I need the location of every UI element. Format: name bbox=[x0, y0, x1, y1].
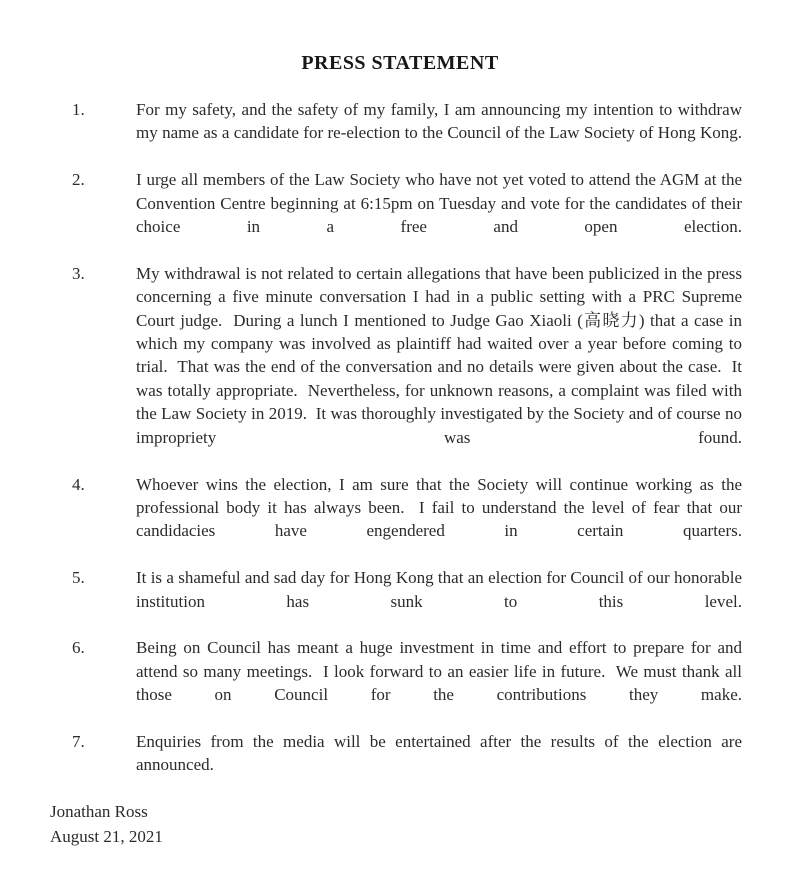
list-item bbox=[0, 473, 800, 567]
signature-date: August 21, 2021 bbox=[50, 827, 163, 846]
page-title: PRESS STATEMENT bbox=[301, 52, 499, 74]
list-item-text: I urge all members of the Law Society who have not yet voted to attend the AGM at the Convention Centre beginning at 6:15pm on Tuesday and vote for the candidates of their choice in a free and open election. bbox=[136, 170, 747, 237]
list-item-text: Whoever wins the election, I am sure that the Society will continue working as the professional body it has always been. I fail to understand the level of fear that our candidacies have engendered in certain quarters. bbox=[136, 474, 747, 541]
list-item-text: It is a shameful and sad day for Hong Kong that an election for Council of our honorable institution has sunk to this level. bbox=[136, 568, 747, 611]
signature-name: Jonathan Ross bbox=[50, 802, 148, 821]
list-item bbox=[0, 98, 800, 168]
list-item bbox=[0, 566, 800, 636]
list-item-text: Enquiries from the media will be entertained after the results of the election are announced. bbox=[136, 731, 747, 775]
list-item-text: Being on Council has meant a huge investment in time and effort to prepare for and attend so many meetings. I look forward to an easier life in future. We must thank all those on Council for the contributions they make. bbox=[136, 638, 747, 705]
list-item bbox=[0, 168, 800, 262]
list-item-number: 7. bbox=[72, 731, 85, 751]
list-item bbox=[0, 262, 800, 473]
list-item-number: 4. bbox=[72, 474, 85, 494]
list-item-number: 2. bbox=[72, 170, 85, 190]
list-item-number: 5. bbox=[72, 568, 85, 588]
list-item-text: For my safety, and the safety of my family, I am announcing my intention to withdraw my name as a candidate for re-election to the Council of the Law Society of Hong Kong. bbox=[136, 100, 747, 143]
list-item-number: 1. bbox=[72, 100, 85, 119]
list-item bbox=[0, 730, 800, 800]
signature-block bbox=[50, 799, 163, 849]
statement-item-list bbox=[0, 74, 800, 800]
list-item-text: My withdrawal is not related to certain allegations that have been publicized in the press concerning a five minute conversation I had in a public setting with a PRC Supreme Court judge. During a lunch I mentioned to Judge Gao Xiaoli (高晓力) that a case in which my company was involved as plaintiff had waited over a year before coming to trial. That was the end of the conversation and no details were given about the case. It was totally appropriate. Nevertheless, for unknown reasons, a complaint was filed with the Law Society in 2019. It was thoroughly investigated by the Society and of course no impropriety was found. bbox=[136, 263, 747, 447]
list-item-number: 6. bbox=[72, 638, 85, 658]
list-item bbox=[0, 636, 800, 730]
list-item-number: 3. bbox=[72, 263, 85, 283]
